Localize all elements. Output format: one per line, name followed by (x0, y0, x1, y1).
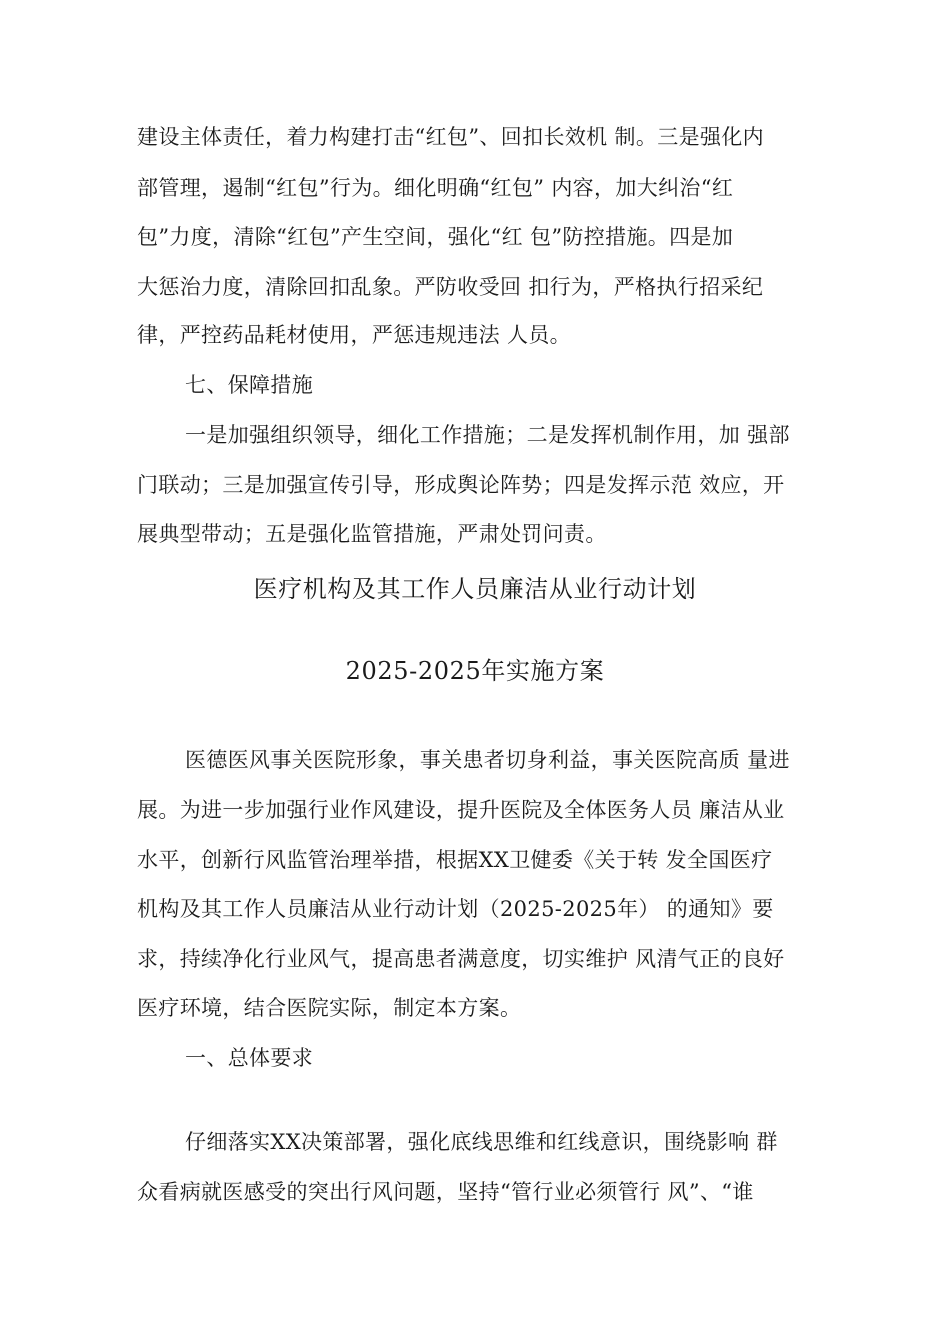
body-text-line: 部管理，遏制“红包”行为。细化明确“红包” 内容，加大纠治“红 (137, 176, 734, 200)
body-text-line: 一是加强组织领导，细化工作措施；二是发挥机制作用，加 强部 (185, 423, 790, 447)
body-text-line: 水平，创新行风监管治理举措，根据XX卫健委《关于转 发全国医疗 (137, 848, 773, 872)
document-title: 医疗机构及其工作人员廉洁从业行动计划 (253, 575, 697, 603)
body-text-line: 大惩治力度，清除回扣乱象。严防收受回 扣行为，严格执行招采纪 (137, 275, 764, 299)
body-text-line: 展典型带动；五是强化监管措施，严肃处罚问责。 (137, 522, 607, 546)
document-subtitle: 2025-2025年实施方案 (345, 657, 605, 685)
body-text-line: 包”力度，清除“红包”产生空间，强化“红 包”防控措施。四是加 (137, 225, 734, 249)
body-text-line: 律，严控药品耗材使用，严惩违规违法 人员。 (137, 323, 572, 347)
body-text-line: 门联动；三是加强宣传引导，形成舆论阵势；四是发挥示范 效应，开 (137, 473, 785, 497)
body-text-line: 机构及其工作人员廉洁从业行动计划（2025-2025年） 的通知》要 (137, 897, 774, 921)
section-heading: 七、保障措施 (185, 373, 314, 397)
body-text-line: 众看病就医感受的突出行风问题，坚持“管行业必须管行 风”、“谁 (137, 1180, 754, 1204)
body-text-line: 医疗环境，结合医院实际，制定本方案。 (137, 996, 522, 1020)
body-text-line: 展。为进一步加强行业作风建设，提升医院及全体医务人员 廉洁从业 (137, 798, 785, 822)
section-heading: 一、总体要求 (185, 1046, 314, 1070)
body-text-line: 医德医风事关医院形象，事关患者切身利益，事关医院高质 量进 (185, 748, 790, 772)
body-text-line: 求，持续净化行业风气，提高患者满意度，切实维护 风清气正的良好 (137, 947, 785, 971)
body-text-line: 仔细落实XX决策部署，强化底线思维和红线意识，围绕影响 群 (185, 1130, 778, 1154)
body-text-line: 建设主体责任，着力构建打击“红包”、回扣长效机 制。三是强化内 (137, 125, 764, 149)
